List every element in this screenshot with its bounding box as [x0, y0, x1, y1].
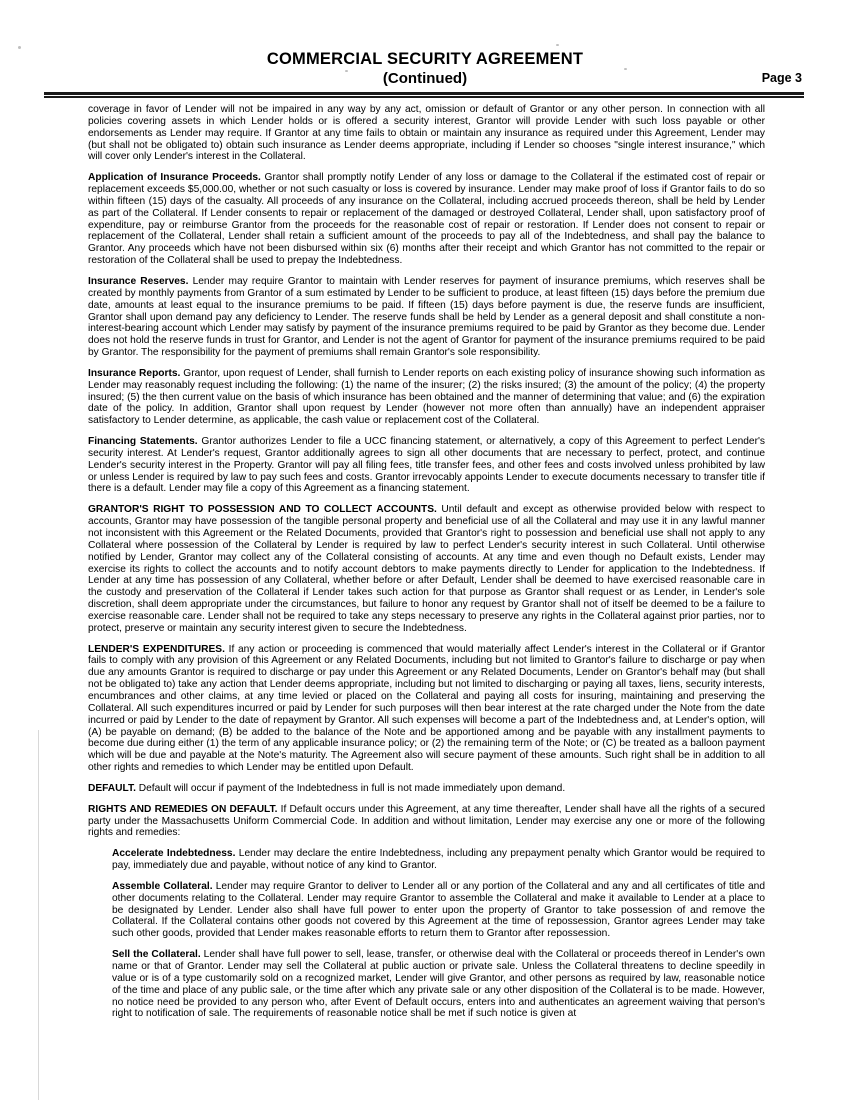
paragraph-default [88, 783, 765, 795]
paragraph-coverage [88, 104, 765, 163]
paragraph-text: Lender shall have full power to sell, lease, transfer, or otherwise deal with the Collateral or proceeds thereof in Lender's own name or that of Grantor. Lender may sell the Collateral at public auction or private sale. Unless the Collateral threatens to decline speedily in value or is of a type customarily sold on a recognized market, Lender will give Grantor, and other persons as required by law, reasonable notice of the time and place of any public sale, or the time after which any private sale or any other disposition of the Collateral is to be made. However, no notice need be provided to any person who, after Event of Default occurs, enters into and authenticates an agreement waiving that person's right to notification of sale. The requirements of reasonable notice shall be met if such notice is given at [112, 949, 765, 1020]
run-in-heading: Insurance Reports. [88, 367, 181, 379]
paragraph-text: Lender may declare the entire Indebtedness, including any prepayment penalty which Grantor would be required to pay, immediately due and payable, without notice of any kind to Grantor. [112, 848, 765, 872]
page-title: COMMERCIAL SECURITY AGREEMENT [266, 50, 584, 68]
paragraph-text: coverage in favor of Lender will not be impaired in any way by any act, omission or default of Grantor or any other person. In connection with all policies covering assets in which Lender holds or is offered a security interest, Grantor will provide Lender with such loss payable or other endorsements as Lender may require. If Grantor at any time fails to obtain or maintain any insurance as required under this Agreement, Lender may (but shall not be obligated to) obtain such insurance as Lender deems appropriate, including if Lender so chooses "single interest insurance," which will cover only Lender's interest in the Collateral. [88, 104, 765, 163]
paragraph-application-of-insurance-proceeds [88, 172, 765, 267]
paragraph-text: Grantor, upon request of Lender, shall furnish to Lender reports on each existing policy of insurance showing such information as Lender may reasonably request including the following: (1) the name of the insurer; (2) the risks insured; (3) the amount of the policy; (4) the property insured; (5) the then current value on the basis of which insurance has been obtained and the manner of determining that value; and (6) the expiration date of the policy. In addition, Grantor shall upon request by Lender (however not more often than annually) have an independent appraiser satisfactory to Lender determine, as applicable, the cash value or replacement cost of the Collateral. [88, 367, 765, 427]
paragraph-insurance-reports [88, 368, 765, 427]
run-in-heading: Sell the Collateral. [112, 949, 201, 961]
run-in-heading: Accelerate Indebtedness. [112, 848, 236, 860]
paragraph-financing-statements [88, 436, 765, 495]
section-heading: LENDER'S EXPENDITURES. [88, 643, 225, 655]
paragraph-text: If any action or proceeding is commenced that would materially affect Lender's interest in the Collateral or if Grantor fails to comply with any provision of this Agreement or any Related Documents, including but not limited to Grantor's failure to discharge or pay when due any amounts Grantor is required to discharge or pay under this Agreement or any Related Documents, Lender on Grantor's behalf may (but shall not be obligated to) take any action that Lender deems appropriate, including but not limited to discharging or paying all taxes, liens, security interests, encumbrances and other claims, at any time levied or placed on the Collateral and paying all costs for insuring, maintaining and preserving the Collateral. All such expenditures incurred or paid by Lender for such purposes will then bear interest at the rate charged under the Note from the date incurred or paid by Lender to the date of repayment by Grantor. All such expenses will become a part of the Indebtedness and, at Lender's option, will (A) be payable on demand; (B) be added to the balance of the Note and be apportioned among and be payable with any installment payments to become due during either (1) the term of any applicable insurance policy; or (2) the remaining term of the Note; or (C) be treated as a balloon payment which will be due and payable at the Note's maturity. The Agreement also will secure payment of these amounts. Such right shall be in addition to all other rights and remedies to which Lender may be entitled upon Default. [88, 643, 766, 774]
paragraph-text: Lender may require Grantor to deliver to Lender all or any portion of the Collateral and any and all certificates of title and other documents relating to the Collateral. Lender may require Grantor to assemble the Collateral and make it available to Lender at a place to be designated by Lender. Lender also shall have full power to enter upon the property of Grantor to take possession of and remove the Collateral. If the Collateral contains other goods not covered by this Agreement at the time of repossession, Grantor agrees Lender may take such other goods, provided that Lender makes reasonable efforts to return them to Grantor after repossession. [112, 880, 765, 940]
paragraph-accelerate-indebtedness [112, 848, 765, 872]
section-heading: GRANTOR'S RIGHT TO POSSESSION AND TO COLLECT ACCOUNTS. [88, 504, 437, 516]
paragraph-lenders-expenditures [88, 644, 765, 774]
paragraph-insurance-reserves [88, 276, 765, 359]
run-in-heading: Assemble Collateral. [112, 880, 213, 892]
run-in-heading: Insurance Reserves. [88, 275, 189, 287]
document-body [88, 104, 765, 1020]
section-heading: RIGHTS AND REMEDIES ON DEFAULT. [88, 803, 278, 815]
divider-line-thin [44, 96, 804, 98]
paragraph-text: Default will occur if payment of the Indebtedness in full is not made immediately upon demand. [135, 782, 566, 794]
scan-speck [18, 46, 21, 49]
section-heading: DEFAULT. [88, 782, 136, 794]
scan-speck [556, 44, 559, 46]
paragraph-text: Until default and except as otherwise provided below with respect to accounts, Grantor may have possession of the tangible personal property and beneficial use of all the Collateral and may use it in any lawful manner not inconsistent with this Agreement or the Related Documents, provided that Grantor's right to possession and beneficial use shall not apply to any Collateral where possession of the Collateral by Lender is required by law to perfect Lender's security interest in such Collateral. Until otherwise notified by Lender, Grantor may collect any of the Collateral consisting of accounts. At any time and even though no Default exists, Lender may exercise its rights to collect the accounts and to notify account debtors to make payments directly to Lender for application to the Indebtedness. If Lender at any time has possession of any Collateral, whether before or after Default, Lender shall be deemed to have exercised reasonable care in the custody and preservation of the Collateral if Lender takes such action for that purpose as Grantor shall request or as Lender, in Lender's sole discretion, shall deem appropriate under the circumstances, but failure to honor any request by Grantor shall not of itself be deemed to be a failure to exercise reasonable care. Lender shall not be required to take any steps necessary to preserve any rights in the Collateral against prior parties, nor to protect, preserve or maintain any security interest given to secure the Indebtedness. [88, 504, 765, 634]
scan-edge-line [38, 730, 39, 1100]
page-subtitle: (Continued) [382, 70, 468, 87]
paragraph-text: If Default occurs under this Agreement, at any time thereafter, Lender shall have all the rights of a secured party under the Massachusetts Uniform Commercial Code. In addition and without limitation, Lender may exercise any one or more of the following rights and remedies: [88, 803, 765, 839]
paragraph-text: Lender may require Grantor to maintain with Lender reserves for payment of insurance premiums, which reserves shall be created by monthly payments from Grantor of a sum estimated by Lender to be sufficient to produce, at least fifteen (15) days before the premium due date, amounts at least equal to the insurance premiums to be paid. If fifteen (15) days before payment is due, the reserve funds are insufficient, Grantor shall upon demand pay any deficiency to Lender. The reserve funds shall be held by Lender as a general deposit and shall constitute a non-interest-bearing account which Lender may satisfy by payment of the insurance premiums required to be paid by Grantor as they become due. Lender does not hold the reserve funds in trust for Grantor, and Lender is not the agent of Grantor for payment of the insurance premiums required to be paid by Grantor. The responsibility for the payment of premiums shall remain Grantor's sole responsibility. [88, 275, 765, 359]
paragraph-rights-and-remedies-on-default [88, 804, 765, 840]
paragraph-sell-the-collateral [112, 949, 765, 1020]
document-header [0, 50, 850, 90]
paragraph-assemble-collateral [112, 881, 765, 940]
paragraph-text: Grantor shall promptly notify Lender of any loss or damage to the Collateral if the estimated cost of repair or replacement exceeds $5,000.00, whether or not such casualty or loss is covered by insurance. Lender may make proof of loss if Grantor fails to do so within fifteen (15) days of the casualty. All proceeds of any insurance on the Collateral, including accrued proceeds thereon, shall be held by Lender as part of the Collateral. If Lender consents to repair or replacement of the damaged or destroyed Collateral, Lender shall, upon satisfactory proof of expenditure, pay or reimburse Grantor from the proceeds for the reasonable cost of repair or restoration. If Lender does not consent to repair or replacement of the Collateral, Lender shall retain a sufficient amount of the proceeds to pay all of the Indebtedness, and shall pay the balance to Grantor. Any proceeds which have not been disbursed within six (6) months after their receipt and which Grantor has not committed to the repair or restoration of the Collateral shall be used to prepay the Indebtedness. [88, 172, 765, 267]
paragraph-text: Grantor authorizes Lender to file a UCC financing statement, or alternatively, a copy of this Agreement to perfect Lender's security interest. At Lender's request, Grantor additionally agrees to sign all other documents that are necessary to perfect, protect, and continue Lender's security interest in the Property. Grantor will pay all filing fees, title transfer fees, and other fees and costs involved unless prohibited by law or unless Lender is required by law to pay such fees and costs. Grantor irrevocably appoints Lender to execute documents necessary to transfer title if there is a default. Lender may file a copy of this Agreement as a financing statement. [88, 436, 765, 495]
run-in-heading: Application of Insurance Proceeds. [88, 172, 261, 184]
run-in-heading: Financing Statements. [88, 436, 198, 448]
header-divider [44, 92, 804, 98]
page-number: Page 3 [761, 71, 802, 85]
paragraph-grantors-right-to-possession [88, 504, 765, 634]
